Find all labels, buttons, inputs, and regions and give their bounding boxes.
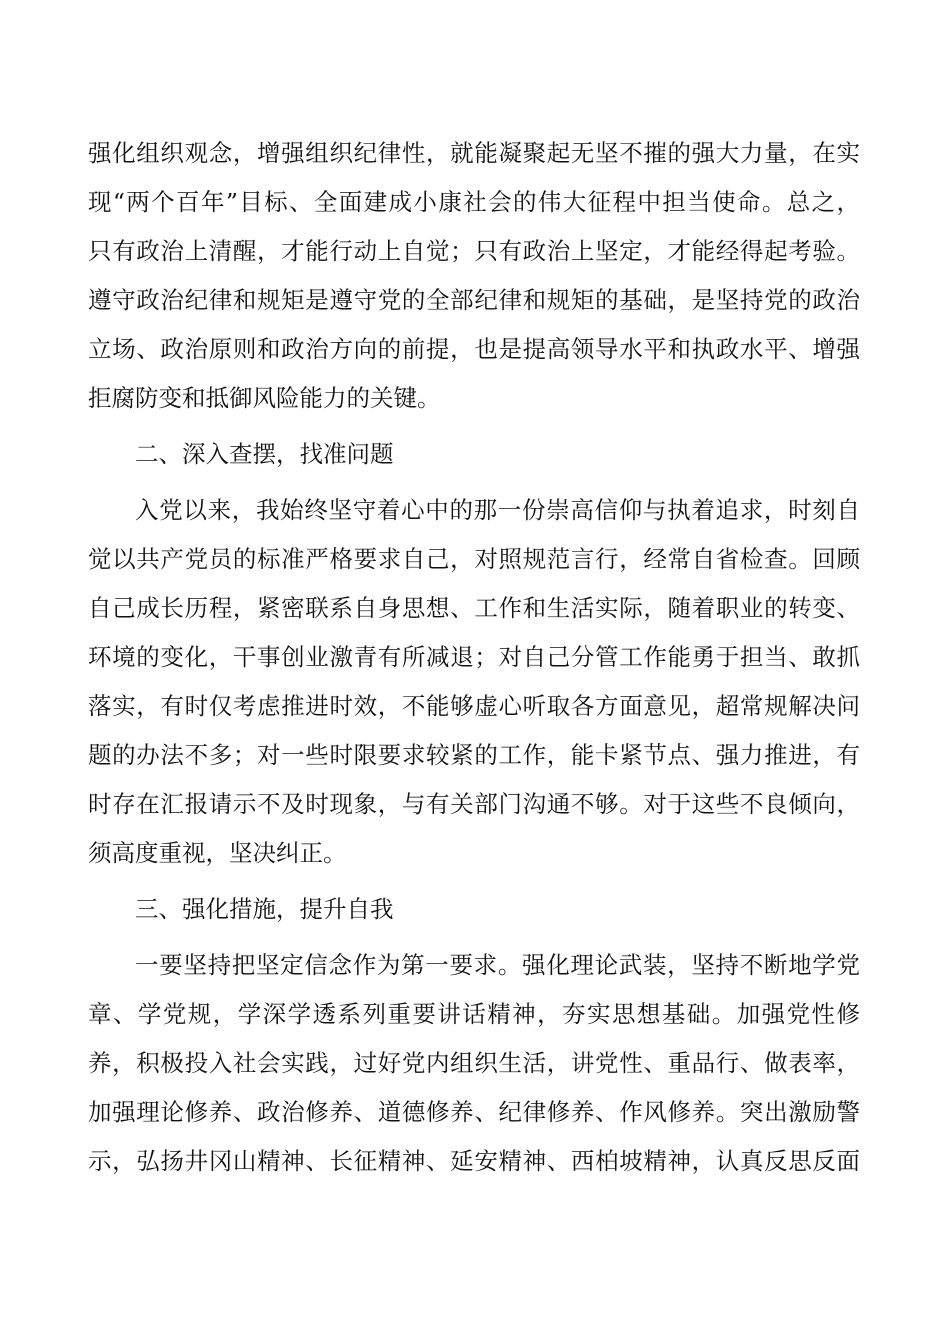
paragraph-3-line-2: 章、学党规，学深学透系列重要讲话精神，夯实思想基础。加强党性修 xyxy=(88,1000,860,1028)
paragraph-2-line-5: 落实，有时仅考虑推进时效，不能够虚心听取各方面意见，超常规解决问 xyxy=(88,692,860,720)
paragraph-2-line-4: 环境的变化，干事创业激青有所减退；对自己分管工作能勇于担当、敢抓 xyxy=(88,643,860,671)
paragraph-1-line-2: 现“两个百年”目标、全面建成小康社会的伟大征程中担当使命。总之， xyxy=(88,188,860,216)
paragraph-3-line-4: 加强理论修养、政治修养、道德修养、纪律修养、作风修养。突出激励警 xyxy=(88,1098,860,1126)
paragraph-1-line-6: 拒腐防变和抵御风险能力的关键。 xyxy=(88,384,441,412)
paragraph-2-line-1: 入党以来，我始终坚守着心中的那一份崇高信仰与执着追求，时刻自 xyxy=(135,496,860,524)
paragraph-1-line-5: 立场、政治原则和政治方向的前提，也是提高领导水平和执政水平、增强 xyxy=(88,335,860,363)
paragraph-2-line-2: 觉以共产党员的标准严格要求自己，对照规范言行，经常自省检查。回顾 xyxy=(88,545,860,573)
paragraph-2-line-6: 题的办法不多；对一些时限要求较紧的工作，能卡紧节点、强力推进，有 xyxy=(88,741,860,769)
section-heading-2: 二、深入查摆，找准问题 xyxy=(135,440,394,468)
paragraph-1-line-1: 强化组织观念，增强组织纪律性，就能凝聚起无坚不摧的强大力量，在实 xyxy=(88,139,860,167)
paragraph-2-line-8: 须高度重视，坚决纠正。 xyxy=(88,839,347,867)
paragraph-2-line-3: 自己成长历程，紧密联系自身思想、工作和生活实际，随着职业的转变、 xyxy=(88,594,860,622)
section-heading-3: 三、强化措施，提升自我 xyxy=(135,895,394,923)
paragraph-1-line-4: 遵守政治纪律和规矩是遵守党的全部纪律和规矩的基础，是坚持党的政治 xyxy=(88,286,860,314)
paragraph-3-line-5: 示，弘扬井冈山精神、长征精神、延安精神、西柏坡精神，认真反思反面 xyxy=(88,1147,860,1175)
paragraph-2-line-7: 时存在汇报请示不及时现象，与有关部门沟通不够。对于这些不良倾向， xyxy=(88,790,860,818)
paragraph-3-line-1: 一要坚持把坚定信念作为第一要求。强化理论武装，坚持不断地学党 xyxy=(135,951,860,979)
paragraph-3-line-3: 养，积极投入社会实践，过好党内组织生活，讲党性、重品行、做表率， xyxy=(88,1049,860,1077)
paragraph-1-line-3: 只有政治上清醒，才能行动上自觉；只有政治上坚定，才能经得起考验。 xyxy=(88,237,860,265)
